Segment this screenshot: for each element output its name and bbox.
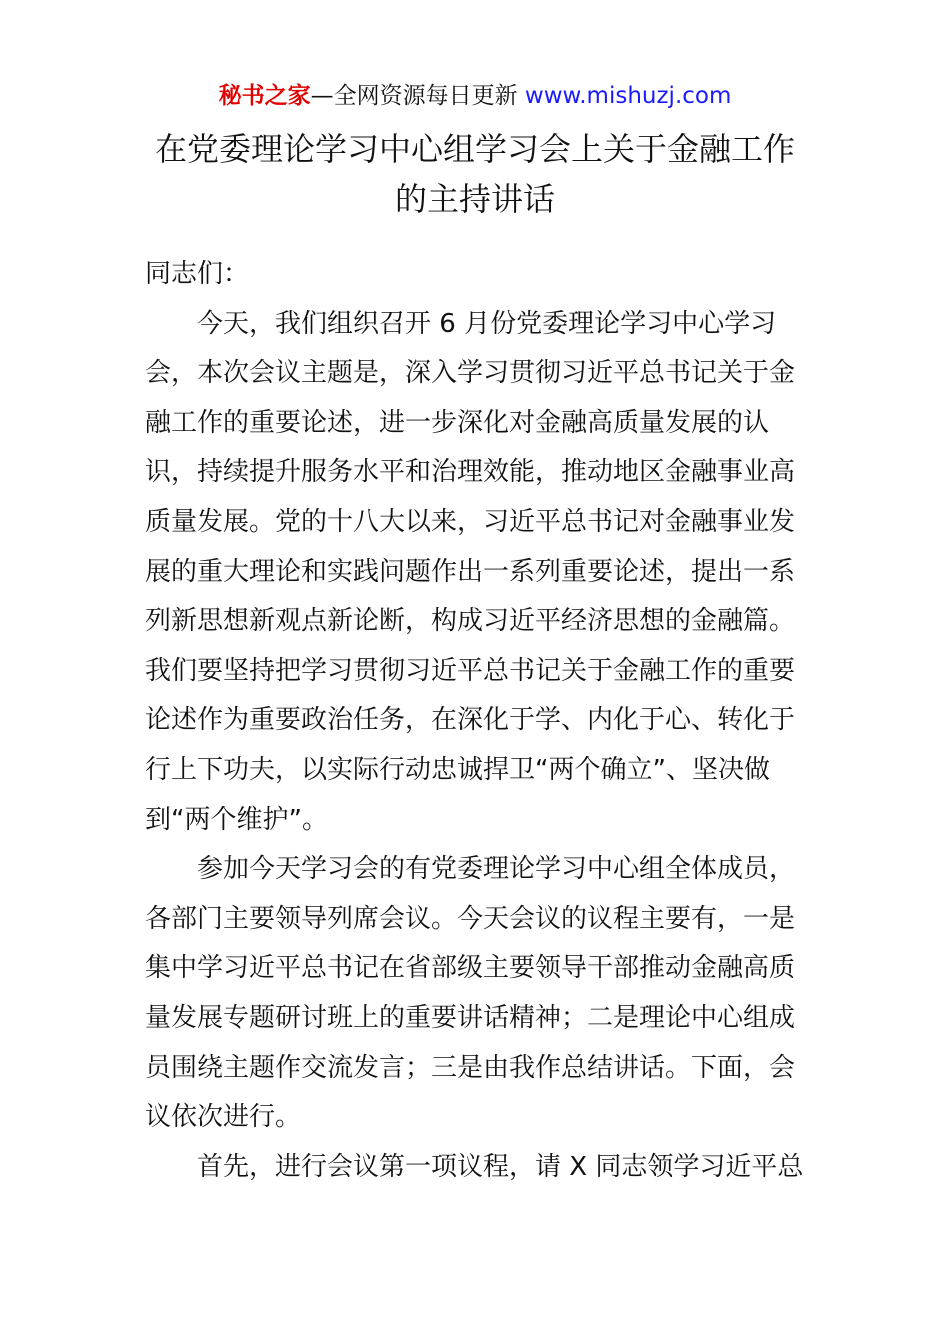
site-banner [0, 80, 950, 112]
document-title [100, 124, 850, 224]
body-line: 行上下功夫，以实际行动忠诚捍卫“两个确立”、坚决做 [145, 754, 770, 785]
body-line: 展的重大理论和实践问题作出一系列重要论述，提出一系 [145, 556, 796, 587]
body-line: 列新思想新观点新论断，构成习近平经济思想的金融篇。 [145, 606, 796, 637]
brand-name: 秘书之家 [218, 83, 311, 109]
body-line: 同志们： [145, 259, 250, 289]
body-line: 会，本次会议主题是，深入学习贯彻习近平总书记关于金 [145, 358, 796, 389]
body-line: 参加今天学习会的有党委理论学习中心组全体成员， [145, 854, 796, 885]
body-line: 论述作为重要政治任务，在深化于学、内化于心、转化于 [145, 705, 796, 736]
body-line: 首先，进行会议第一项议程，请 X 同志领学习近平总 [145, 1151, 804, 1182]
body-line: 我们要坚持把学习贯彻习近平总书记关于金融工作的重要 [145, 655, 796, 686]
site-url-link[interactable]: www.mishuzj.com [524, 83, 732, 109]
title-line-2: 的主持讲话 [394, 180, 555, 218]
body-line: 融工作的重要论述，进一步深化对金融高质量发展的认 [145, 407, 770, 438]
body-line: 识，持续提升服务水平和治理效能，推动地区金融事业高 [145, 457, 796, 488]
body-line: 员围绕主题作交流发言；三是由我作总结讲话。下面，会 [145, 1052, 796, 1083]
body-line: 各部门主要领导列席会议。今天会议的议程主要有，一是 [145, 903, 796, 934]
body-line: 议依次进行。 [145, 1102, 302, 1133]
body-line: 质量发展。党的十八大以来，习近平总书记对金融事业发 [145, 506, 796, 537]
document-body [145, 250, 825, 1192]
body-line: 到“两个维护”。 [145, 804, 328, 835]
body-line: 量发展专题研讨班上的重要讲话精神；二是理论中心组成 [145, 1002, 796, 1033]
body-line: 今天，我们组织召开 6 月份党委理论学习中心学习 [145, 308, 777, 339]
title-line-1: 在党委理论学习中心组学习会上关于金融工作 [154, 130, 795, 168]
banner-tagline: —全网资源每日更新 [310, 83, 525, 109]
body-line: 集中学习近平总书记在省部级主要领导干部推动金融高质 [145, 953, 796, 984]
